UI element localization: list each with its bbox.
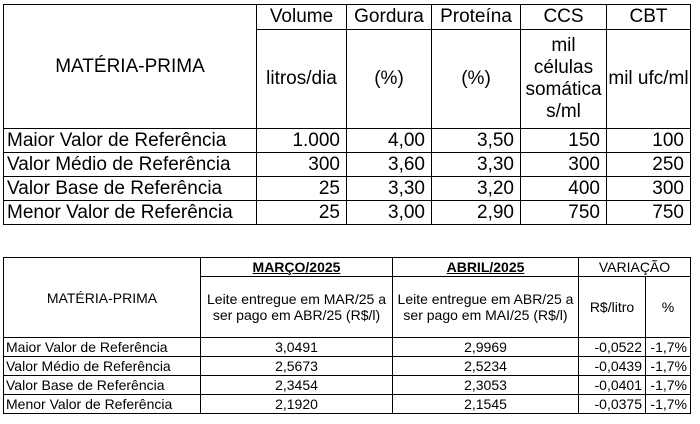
table-row [4,153,691,177]
variation-pct: -1,7% [646,338,691,357]
row-label: Valor Base de Referência [4,177,257,201]
variation-rs: -0,0401 [579,376,646,395]
table-row [4,338,691,357]
volume-cell: 1.000 [257,129,347,153]
volume-cell: 25 [257,201,347,225]
march-description: Leite entregue em MAR/25 a ser pago em ABR/25 (R$/l) [201,277,393,338]
gordura-header: Gordura [347,5,432,30]
gordura-cell: 3,30 [347,177,432,201]
proteina-cell: 3,20 [432,177,521,201]
variacao-header: VARIAÇÃO [579,258,691,277]
proteina-cell: 2,90 [432,201,521,225]
gordura-cell: 3,60 [347,153,432,177]
table-row [4,357,691,376]
cbt-cell: 300 [607,177,691,201]
ccs-cell: 300 [521,153,607,177]
cbt-cell: 250 [607,153,691,177]
volume-unit: litros/dia [257,30,347,129]
reference-values-table [3,4,691,225]
variation-pct: -1,7% [646,395,691,414]
gordura-unit: (%) [347,30,432,129]
cbt-cell: 750 [607,201,691,225]
proteina-unit: (%) [432,30,521,129]
row-label: Valor Médio de Referência [4,357,201,376]
row-label: Maior Valor de Referência [4,338,201,357]
ccs-cell: 400 [521,177,607,201]
ccs-unit: mil células somática s/ml [521,30,607,129]
ccs-cell: 750 [521,201,607,225]
materia-prima-header: MATÉRIA-PRIMA [4,5,257,129]
row-label: Maior Valor de Referência [4,129,257,153]
march-value: 2,1920 [201,395,393,414]
variation-rs: -0,0375 [579,395,646,414]
march-value: 2,5673 [201,357,393,376]
materia-prima-header: MATÉRIA-PRIMA [4,258,201,338]
proteina-cell: 3,50 [432,129,521,153]
table-row [4,201,691,225]
variation-pct: -1,7% [646,376,691,395]
gordura-cell: 4,00 [347,129,432,153]
table-row [4,376,691,395]
volume-cell: 300 [257,153,347,177]
month-april-header: ABRIL/2025 [393,258,579,277]
april-value: 2,5234 [393,357,579,376]
proteina-cell: 3,30 [432,153,521,177]
march-value: 3,0491 [201,338,393,357]
price-table [3,257,691,414]
cbt-header: CBT [607,5,691,30]
april-description: Leite entregue em ABR/25 a ser pago em MAI/25 (R$/l) [393,277,579,338]
table-row [4,395,691,414]
row-label: Menor Valor de Referência [4,395,201,414]
variation-rs: -0,0439 [579,357,646,376]
variation-pct: -1,7% [646,357,691,376]
ccs-cell: 150 [521,129,607,153]
april-value: 2,3053 [393,376,579,395]
gordura-cell: 3,00 [347,201,432,225]
april-value: 2,9969 [393,338,579,357]
cbt-unit: mil ufc/ml [607,30,691,129]
header-row [4,5,691,30]
percent-header: % [646,277,691,338]
month-march-header: MARÇO/2025 [201,258,393,277]
row-label: Menor Valor de Referência [4,201,257,225]
volume-cell: 25 [257,177,347,201]
row-label: Valor Médio de Referência [4,153,257,177]
variation-rs: -0,0522 [579,338,646,357]
table-row [4,177,691,201]
cbt-cell: 100 [607,129,691,153]
row-label: Valor Base de Referência [4,376,201,395]
table-row [4,129,691,153]
proteina-header: Proteína [432,5,521,30]
rs-litro-header: R$/litro [579,277,646,338]
volume-header: Volume [257,5,347,30]
header-row [4,258,691,277]
april-value: 2,1545 [393,395,579,414]
march-value: 2,3454 [201,376,393,395]
ccs-header: CCS [521,5,607,30]
